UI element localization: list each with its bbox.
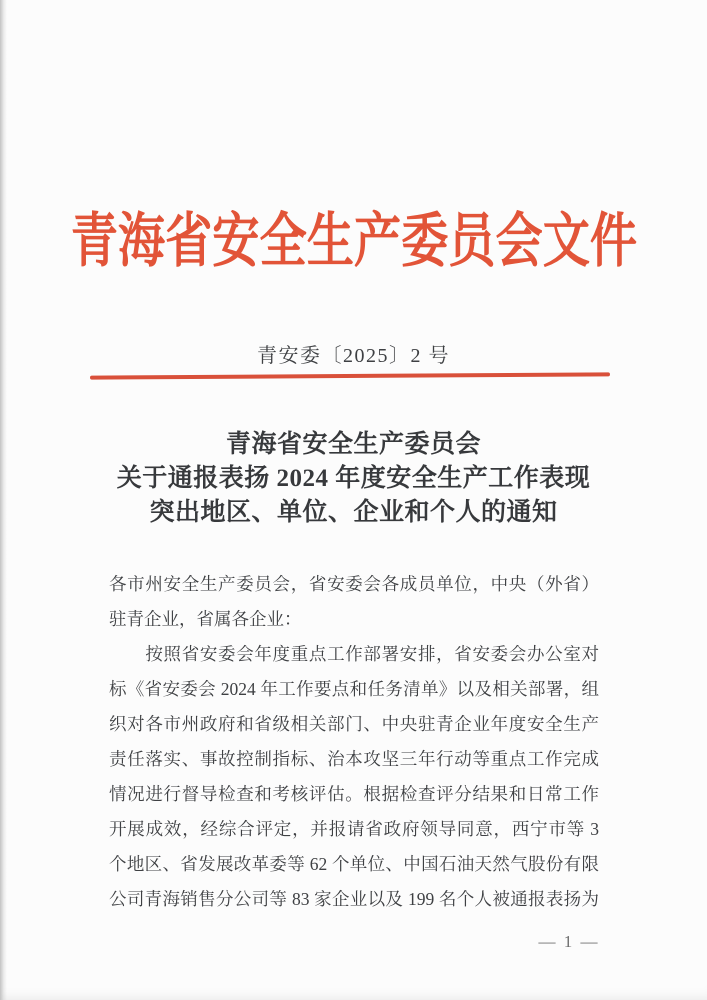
body-line: 驻青企业，省属各企业： [109,609,302,629]
red-separator-rule [90,372,610,379]
body-line: 按照省安委会年度重点工作部署安排，省安委会办公室对 [109,644,599,664]
red-header-title: 青海省安全生产委员会文件 [70,208,638,274]
notice-title-line-1: 青海省安全生产委员会 [225,431,481,458]
document-number: 青安委〔2025〕2 号 [257,345,450,367]
body-line: 标《省安委会 2024 年工作要点和任务清单》以及相关部署，组 [109,679,599,699]
notice-title-line-2: 关于通报表扬 2024 年度安全生产工作表现 [116,465,591,492]
notice-title-line-3: 突出地区、单位、企业和个人的通知 [149,499,558,526]
document-body [109,567,599,917]
body-line: 织对各市州政府和省级相关部门、中央驻青企业年度安全生产 [109,714,599,734]
notice-title [0,428,707,530]
body-line: 公司青海销售分公司等 83 家企业以及 199 名个人被通报表扬为 [109,889,599,909]
page-number: — 1 — [538,932,600,951]
body-line: 个地区、省发展改革委等 62 个单位、中国石油天然气股份有限 [109,854,599,874]
body-line: 开展成效，经综合评定，并报请省政府领导同意，西宁市等 3 [109,819,599,839]
body-line: 各市州安全生产委员会，省安委会各成员单位，中央（外省） [109,574,599,594]
body-line: 情况进行督导检查和考核评估。根据检查评分结果和日常工作 [109,784,599,804]
body-line: 责任落实、事故控制指标、治本攻坚三年行动等重点工作完成 [109,749,599,769]
